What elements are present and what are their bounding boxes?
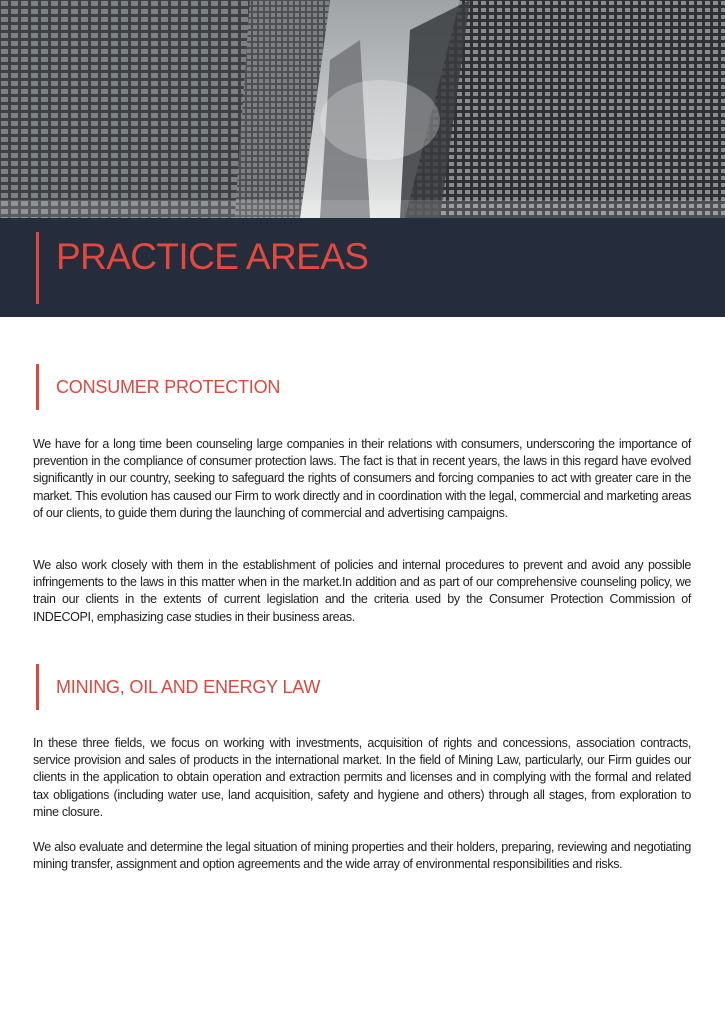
practice-areas-banner: [0, 218, 725, 317]
paragraph: We have for a long time been counseling large companies in their relations with consumers, underscoring the importance of prevention in the compliance of consumer protection laws. The fact is that in recent years, the laws in this regard have evolved significantly in our country, seeking to safeguard the rights of consumers and forcing companies to act with greater care in the market. This evolution has caused our Firm to work directly and in coordination with the legal, commercial and marketing areas of our clients, to guide them during the launching of commercial and advertising campaigns.: [33, 437, 691, 520]
section-heading-mining-oil-energy: [36, 664, 676, 710]
section-title: MINING, OIL AND ENERGY LAW: [56, 677, 321, 697]
page-title: PRACTICE AREAS: [56, 236, 369, 277]
paragraph: We also evaluate and determine the legal situation of mining properties and their holders, preparing, reviewing and negotiating mining transfer, assignment and option agreements and the wide array of environmental responsibilities and risks.: [33, 840, 691, 872]
paragraph: In these three fields, we focus on working with investments, acquisition of rights and concessions, association contracts, service provision and sales of products in the international market. In the field of Mining Law, particularly, our Firm guides our clients in the application to obtain operation and extraction permits and licenses and in complying with the formal and related tax obligations (including water use, land acquisition, safety and hygiene and others) through all stages, from exploration to mine closure.: [33, 736, 691, 819]
paragraph: We also work closely with them in the establishment of policies and internal procedures to prevent and avoid any possible infringements to the laws in this matter when in the market.In addition and as part of our comprehensive counseling policy, we train our clients in the extents of current legislation and the criteria used by the Consumer Protection Commission of INDECOPI, emphasizing case studies in their business areas.: [33, 558, 691, 624]
accent-bar: [36, 364, 39, 410]
section-heading-consumer-protection: [36, 364, 676, 410]
hero-skyscraper-photo: [0, 0, 725, 218]
accent-bar: [36, 232, 39, 304]
accent-bar: [36, 664, 39, 710]
section-title: CONSUMER PROTECTION: [56, 377, 281, 397]
